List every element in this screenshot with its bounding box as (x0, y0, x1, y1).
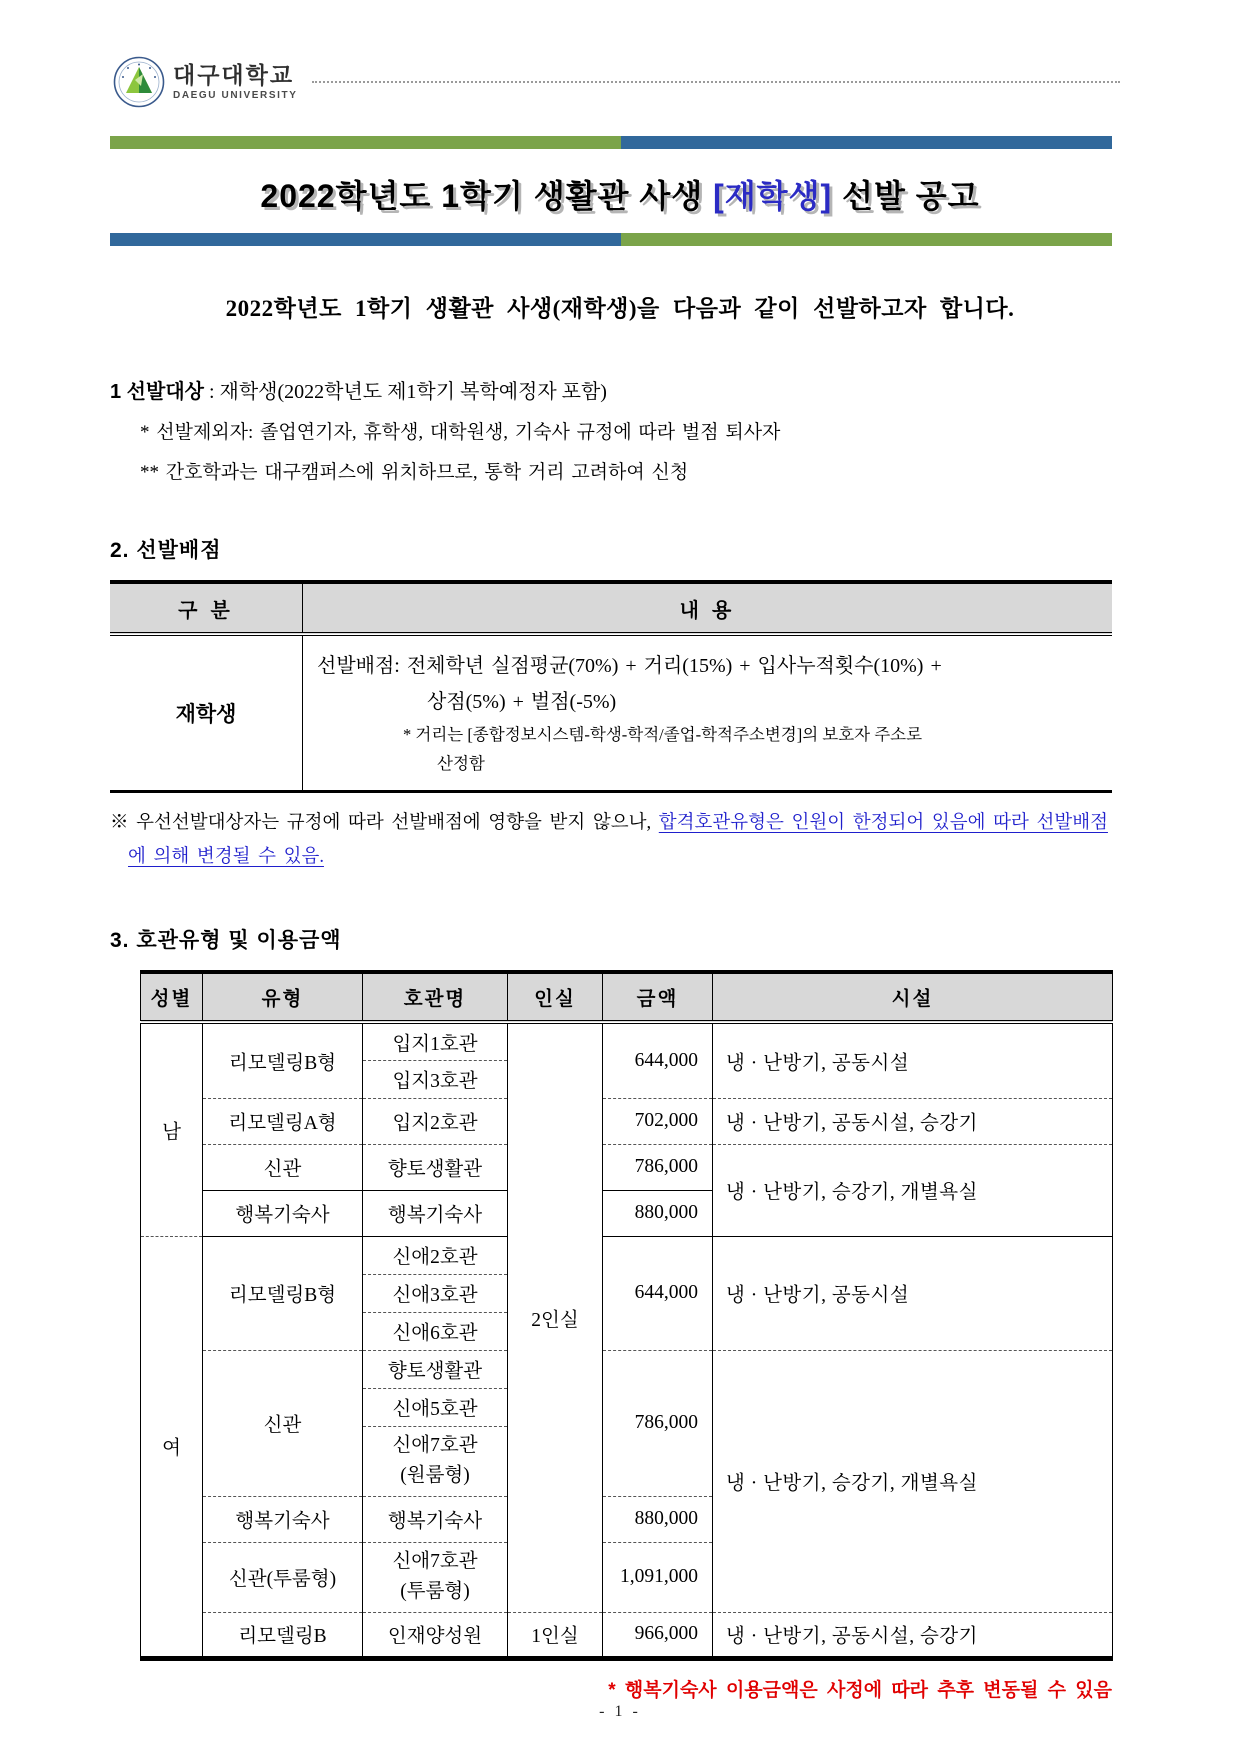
col-header-category: 구 분 (110, 582, 303, 634)
hall-cell-line2: (투룸형) (400, 1581, 470, 1602)
points-distance-note2: 산정함 (437, 754, 485, 773)
row-label-enrolled-student: 재학생 (110, 634, 303, 792)
hall-cell: 신애6호관 (363, 1312, 508, 1350)
price-cell: 1,091,000 (603, 1542, 713, 1612)
table-row (141, 1612, 1113, 1658)
table-row (141, 1098, 1113, 1144)
banner-bar-top-blue-segment (621, 136, 1112, 149)
col-header-facility: 시설 (713, 972, 1113, 1022)
price-cell: 702,000 (603, 1098, 713, 1144)
price-cell: 966,000 (603, 1612, 713, 1658)
selection-points-content-cell (303, 634, 1113, 792)
hall-cell: 행복기숙사 (363, 1190, 508, 1236)
col-header-price: 금액 (603, 972, 713, 1022)
hall-cell: 신애3호관 (363, 1274, 508, 1312)
selection-points-header-row (110, 582, 1112, 634)
section-selection-target (110, 375, 1130, 484)
selection-points-table (110, 580, 1112, 793)
logo-english-name: DAEGU UNIVERSITY (173, 89, 298, 101)
price-cell: 786,000 (603, 1144, 713, 1190)
priority-selection-note (110, 806, 1130, 874)
type-cell: 리모델링A형 (203, 1098, 363, 1144)
price-cell: 786,000 (603, 1350, 713, 1496)
university-seal-icon (113, 56, 165, 108)
page-title (0, 171, 1240, 217)
points-formula-line1: 선발배점: 전체학년 실점평균(70%) + 거리(15%) + 입사누적횟수(10%) + (317, 655, 942, 677)
hall-cell: 신애5호관 (363, 1388, 508, 1426)
priority-note-link-part1[interactable]: 합격호관유형은 인원이 한정되어 있음에 따라 선발배점 (658, 813, 1108, 833)
type-cell: 신관 (203, 1144, 363, 1190)
hall-cell-line1: 신애7호관 (392, 1551, 478, 1572)
room-capacity-cell-2person: 2인실 (508, 1022, 603, 1612)
points-distance-note: * 거리는 [종합정보시스템-학생-학적/졸업-학적주소변경]의 보호자 주소로 (403, 725, 923, 744)
hall-cell: 인재양성원 (363, 1612, 508, 1658)
intro-sentence: 2022학년도 1학기 생활관 사생(재학생)을 다음과 같이 선발하고자 합니다. (225, 296, 1015, 321)
hall-types-fees-table (140, 970, 1113, 1661)
price-cell: 644,000 (603, 1022, 713, 1098)
hall-table-header-row (141, 972, 1113, 1022)
points-formula-line2: 상점(5%) + 벌점(-5%) (427, 691, 617, 713)
section1-note-nursing: ** 간호학과는 대구캠퍼스에 위치하므로, 통학 거리 고려하여 신청 (140, 462, 689, 483)
price-cell: 880,000 (603, 1190, 713, 1236)
type-cell: 행복기숙사 (203, 1190, 363, 1236)
facility-cell: 냉 · 난방기, 승강기, 개별욕실 (713, 1144, 1113, 1236)
section1-target-text: 재학생(2022학년도 제1학기 복학예정자 포함) (219, 381, 607, 403)
facility-cell: 냉 · 난방기, 공동시설, 승강기 (713, 1612, 1113, 1658)
page-number: - 1 - (599, 1703, 641, 1720)
table-row (141, 1236, 1113, 1274)
hall-cell: 향토생활관 (363, 1350, 508, 1388)
priority-note-link-part2[interactable]: 에 의해 변경될 수 있음. (128, 847, 324, 867)
table-row (141, 1022, 1113, 1060)
selection-points-body-row (110, 634, 1112, 792)
facility-cell: 냉 · 난방기, 공동시설 (713, 1236, 1113, 1350)
table-row (141, 1350, 1113, 1388)
room-capacity-cell-1person: 1인실 (508, 1612, 603, 1658)
fee-change-warning: * 행복기숙사 이용금액은 사정에 따라 추후 변동될 수 있음 (608, 1679, 1112, 1701)
col-header-gender: 성별 (141, 972, 203, 1022)
type-cell: 행복기숙사 (203, 1496, 363, 1542)
hall-cell: 입지3호관 (363, 1060, 508, 1098)
section1-colon: : (203, 381, 220, 403)
col-header-hall-name: 호관명 (363, 972, 508, 1022)
col-header-content: 내 용 (303, 582, 1113, 634)
hall-cell (363, 1542, 508, 1612)
section2-heading: 2. 선발배점 (110, 539, 222, 562)
banner-bar-bottom-blue-segment (110, 233, 621, 246)
banner-bar-top-green-segment (110, 136, 621, 149)
price-cell: 880,000 (603, 1496, 713, 1542)
page-title-suffix: 선발 공고 (832, 178, 980, 214)
banner-bar-bottom (110, 233, 1112, 246)
section3-heading: 3. 호관유형 및 이용금액 (110, 929, 342, 952)
hall-cell: 입지2호관 (363, 1098, 508, 1144)
facility-cell: 냉 · 난방기, 공동시설, 승강기 (713, 1098, 1113, 1144)
gender-cell-female: 여 (141, 1236, 203, 1658)
price-cell: 644,000 (603, 1236, 713, 1350)
section1-heading: 1 선발대상 (110, 381, 204, 403)
header-dotted-rule (312, 81, 1120, 83)
page-header (113, 56, 1120, 108)
priority-note-plain: ※ 우선선발대상자는 규정에 따라 선발배점에 영향을 받지 않으나, (110, 813, 659, 833)
banner-bar-bottom-green-segment (621, 233, 1112, 246)
page-title-highlight: [재학생] (713, 178, 833, 214)
hall-cell: 향토생활관 (363, 1144, 508, 1190)
gender-cell-male: 남 (141, 1022, 203, 1236)
col-header-type: 유형 (203, 972, 363, 1022)
logo-korean-name: 대구대학교 (173, 62, 295, 89)
type-cell: 리모델링B형 (203, 1236, 363, 1350)
hall-cell-line2: (원룸형) (400, 1465, 470, 1486)
section1-lead (110, 375, 1130, 404)
logo-text-block (173, 63, 298, 100)
page-title-prefix: 2022학년도 1학기 생활관 사생 (260, 178, 714, 214)
priority-note-continuation (128, 840, 1130, 874)
col-header-room-capacity: 인실 (508, 972, 603, 1022)
type-cell: 리모델링B형 (203, 1022, 363, 1098)
section1-note-exclusion: * 선발제외자: 졸업연기자, 휴학생, 대학원생, 기숙사 규정에 따라 벌점 퇴사자 (140, 422, 781, 443)
table-row (141, 1144, 1113, 1190)
hall-cell: 입지1호관 (363, 1022, 508, 1060)
type-cell: 신관(투룸형) (203, 1542, 363, 1612)
hall-cell: 신애2호관 (363, 1236, 508, 1274)
type-cell: 신관 (203, 1350, 363, 1496)
facility-cell: 냉 · 난방기, 승강기, 개별욕실 (713, 1350, 1113, 1612)
hall-cell: 행복기숙사 (363, 1496, 508, 1542)
facility-cell: 냉 · 난방기, 공동시설 (713, 1022, 1113, 1098)
type-cell: 리모델링B (203, 1612, 363, 1658)
hall-cell (363, 1426, 508, 1496)
banner-bar-top (110, 136, 1112, 149)
hall-cell-line1: 신애7호관 (392, 1435, 478, 1456)
